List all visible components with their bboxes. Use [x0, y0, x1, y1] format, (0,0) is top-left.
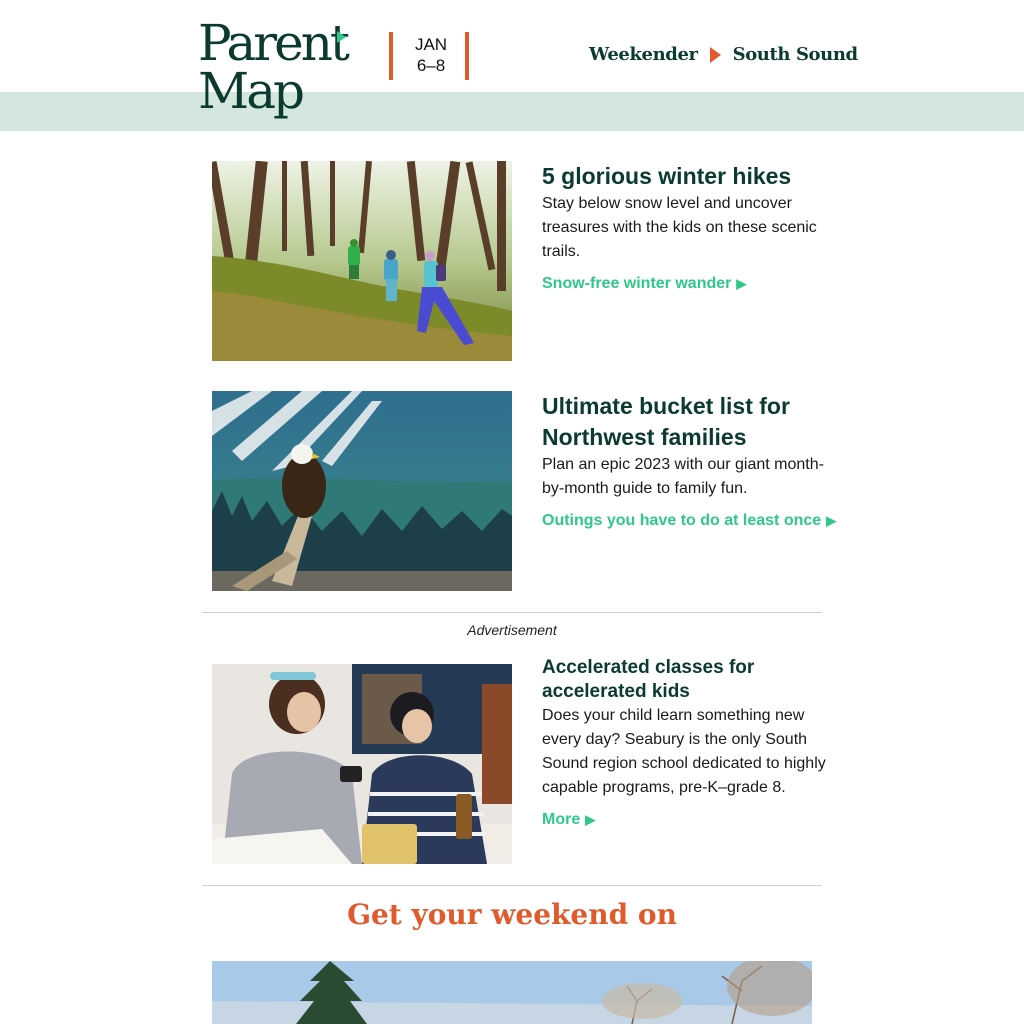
- logo-word-map: Map: [198, 62, 303, 120]
- weekend-hero-image[interactable]: [212, 961, 812, 1024]
- story-description: Stay below snow level and uncover treasures with the kids on these scenic trails.: [542, 195, 817, 260]
- story-image-hikers[interactable]: [212, 161, 512, 361]
- play-arrow-icon: ▶: [736, 276, 747, 291]
- advertisement-label: Advertisement: [467, 622, 557, 638]
- section-divider: [202, 612, 822, 613]
- play-arrow-icon: ▶: [585, 812, 596, 827]
- nav-arrow-icon: [710, 47, 721, 63]
- play-arrow-icon: ▶: [826, 513, 837, 528]
- ad-title[interactable]: Accelerated classes for accelerated kids: [542, 657, 755, 702]
- cta-label: Outings you have to do at least once: [542, 512, 822, 529]
- cta-label: More: [542, 811, 581, 828]
- story-winter-hikes: [212, 161, 822, 361]
- nav-weekender[interactable]: Weekender: [589, 44, 698, 65]
- weekend-heading: Get your weekend on: [347, 898, 677, 931]
- story-text: [542, 391, 837, 531]
- date-range: 6–8: [416, 56, 446, 75]
- section-divider: [202, 885, 822, 886]
- cta-label: Snow-free winter wander: [542, 275, 732, 292]
- issue-date: [396, 34, 466, 76]
- nav-south-sound[interactable]: South Sound: [732, 44, 858, 65]
- story-cta-link[interactable]: [542, 511, 836, 531]
- story-description: Plan an epic 2023 with our giant month-by-month guide to family fun.: [542, 456, 824, 497]
- story-bucket-list: [212, 391, 837, 591]
- logo-triangle-icon: [337, 31, 346, 43]
- story-title[interactable]: Ultimate bucket list for Northwest families: [542, 393, 790, 450]
- date-month: JAN: [414, 35, 448, 54]
- story-cta-link[interactable]: [542, 274, 746, 294]
- header-band: [0, 92, 1024, 131]
- ad-text: [542, 656, 827, 830]
- logo-word-parent: Parent: [198, 14, 347, 72]
- date-right-bar: [465, 32, 469, 80]
- edition-nav: [589, 44, 858, 65]
- parentmap-logo[interactable]: [198, 14, 358, 122]
- story-title[interactable]: 5 glorious winter hikes: [542, 163, 792, 189]
- ad-story-seabury: [212, 656, 826, 864]
- story-image-eagle[interactable]: [212, 391, 512, 591]
- ad-description: Does your child learn something new every day? Seabury is the only South Sound region school dedicated to highly capable programs, pre-K–grade 8.: [542, 707, 826, 796]
- ad-more-link[interactable]: [542, 810, 595, 830]
- date-left-bar: [389, 32, 393, 80]
- ad-image-students[interactable]: [212, 664, 512, 864]
- story-text: [542, 161, 827, 294]
